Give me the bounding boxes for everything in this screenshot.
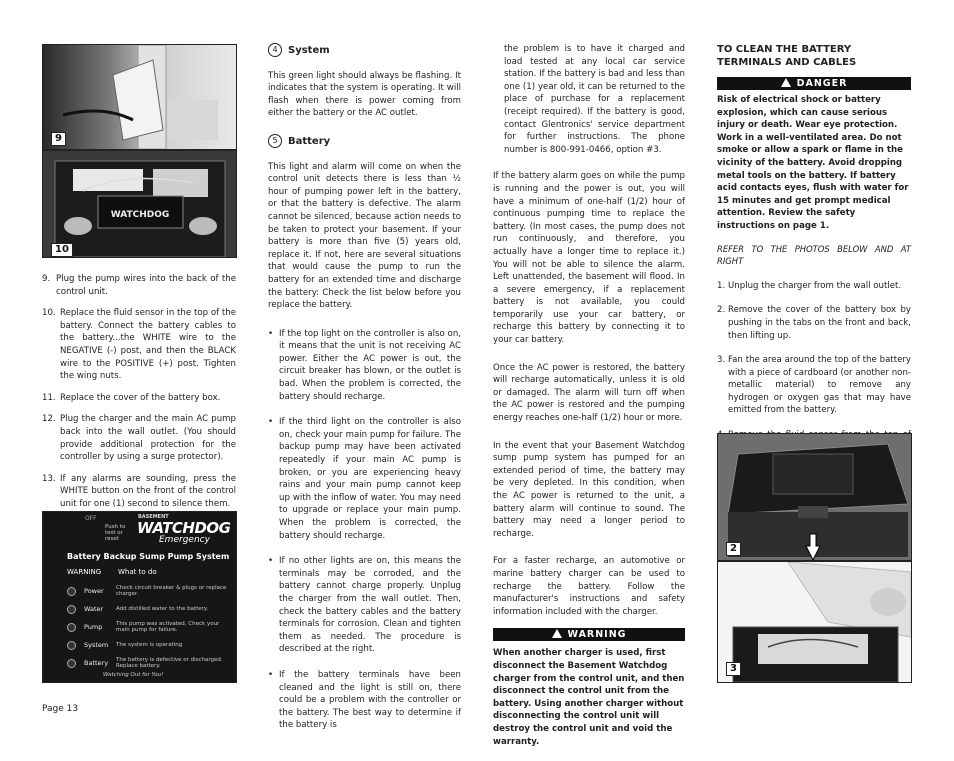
- panel-row: Battery The battery is defective or discharged. Replace battery.: [67, 654, 232, 672]
- paragraph: In the event that your Basement Watchdog sump pump system has pumped for an extended period of time, the battery may be very depleted. In this condition, when the AC power is returned to the unit, a battery alarm will continue to sound. The battery may need a longer period to recharge.: [493, 440, 685, 539]
- indicator-light-icon: [67, 659, 76, 668]
- panel-title: Battery Backup Sump Pump System: [67, 552, 230, 561]
- indicator-light-icon: [67, 587, 76, 596]
- pump-outlet-illustration: [43, 45, 236, 149]
- indicator-light-icon: [67, 605, 76, 614]
- control-panel-photo: [42, 511, 237, 683]
- list-item: 9. Plug the pump wires into the back of the control unit.: [42, 274, 236, 297]
- reinstall-steps-list: [42, 273, 236, 511]
- paragraph: For a faster recharge, an automotive or marine battery charger can be used to recharge the battery. Follow the manufacturer's instructions and safety information included with the charger.: [493, 556, 685, 617]
- photo-number: 3: [726, 662, 741, 676]
- list-item: • If the battery terminals have been cleaned and the light is still on, there could be a problem with the controller or the battery. The best way to determine if the battery is: [268, 669, 461, 732]
- photo-number: 2: [726, 542, 741, 556]
- brand-logo: WATCHDOG: [137, 519, 231, 537]
- photo-10-battery-terminals: [42, 150, 237, 258]
- photo-9-pump-connection: [42, 44, 237, 150]
- panel-footer: Watching Out for You!: [103, 672, 164, 678]
- list-item: 1. Unplug the charger from the wall outlet.: [717, 280, 902, 291]
- page-number: Page 13: [42, 704, 79, 714]
- list-item: • If the top light on the controller is also on, it means that the unit is not receiving AC power. Either the AC power is out, the circuit breaker has blown, or the outlet is bad. When the problem is corrected, the battery should recharge.: [268, 328, 461, 404]
- indicator-light-icon: [67, 641, 76, 650]
- list-item: • If no other lights are on, this means the terminals may be corroded, and the battery cannot charge properly. Unplug the charger from the wall outlet. Then, check the battery cables and the battery terminals for corrosion. Clean and tighten them as needed. The procedure is described at the right.: [268, 555, 461, 656]
- warning-banner: WARNING: [493, 628, 685, 641]
- continued-text: the problem is to have it charged and load tested at any local car service station. If the battery is bad and less than one (1) year old, it can be returned to the place of purchase for a replacement (receipt required). If the battery is good, contact Glentronics' service department for further instructions. The phone number is 800-991-0466, option #3.: [504, 44, 685, 155]
- column-1-steps: [42, 273, 236, 520]
- panel-warning-header: WARNING: [67, 568, 102, 576]
- brand-top: BASEMENT: [138, 514, 169, 520]
- photo-3-battery-fan: [717, 561, 912, 683]
- list-item: 3. Fan the area around the top of the battery with a piece of cardboard (or another non-metallic material) to remove any hydrogen or oxygen gas that may have emitted from the battery.: [717, 355, 911, 416]
- svg-text:WATCHDOG: WATCHDOG: [110, 210, 170, 220]
- push-test-label: Push to test or reset: [105, 524, 126, 542]
- circled-number: 5: [268, 134, 282, 148]
- section-heading: TO CLEAN THE BATTERY TERMINALS AND CABLES: [717, 44, 857, 68]
- battery-fan-illustration: [718, 562, 911, 682]
- warning-triangle-icon: [781, 78, 791, 87]
- panel-rows: [67, 582, 232, 672]
- list-item: 2. Remove the cover of the battery box by pushing in the tabs on the front and back, then lifting up.: [717, 305, 911, 341]
- column-4-clean-terminals: [717, 43, 911, 476]
- list-item: • If the third light on the controller is also on, check your main pump for failure. The backup pump may have been activated repeatedly if your main AC pump is broken, or you are experiencing heavy rains and your main pump cannot keep up with the inflow of water. You may need to upgrade or replace your main pump. When the problem is corrected, the battery should recharge.: [268, 416, 461, 542]
- panel-row: System The system is operating: [67, 636, 232, 654]
- battery-troubleshoot-list: [268, 328, 461, 732]
- photo-number: 9: [51, 132, 66, 146]
- warning-text: When another charger is used, first disconnect the Basement Watchdog charger from the control unit, and then disconnect the control unit from the battery. Using another charger without disconnecting the control unit will destroy the control unit and void the warranty.: [493, 648, 685, 747]
- system-heading: 4 System: [268, 43, 461, 58]
- photo-number: 10: [51, 243, 73, 257]
- battery-top-illustration: [43, 151, 236, 257]
- column-3-battery-info: [493, 43, 685, 761]
- list-item: 10. Replace the fluid sensor in the top of the battery. Connect the battery cables to the battery...the WHITE wire to the NEGATIVE (-) post, and then the BLACK wire to the POSITIVE (+) post. Tighten the wing nuts.: [42, 308, 236, 382]
- system-text: This green light should always be flashing. It indicates that the system is operating. It will flash when there is power coming from either the battery or the AC outlet.: [268, 70, 461, 119]
- warning-triangle-icon: [552, 629, 562, 638]
- battery-box-illustration: [718, 434, 911, 560]
- off-label: OFF: [85, 515, 97, 522]
- battery-text: This light and alarm will come on when the control unit detects there is less than ½ hour of pumping power left in the battery, or that the battery is defective. The alarm cannot be silenced, because action needs to be taken to protect your basement. If your battery is more than five (5) years old, replace it. If not, here are several situations that would cause the pump to run the battery for an extended time and discharge the battery: Check the list below before you replace the battery.: [268, 161, 461, 311]
- list-item: 13. If any alarms are sounding, press the WHITE button on the front of the control unit for one (1) second to silence them.: [42, 473, 236, 509]
- circled-number: 4: [268, 43, 282, 57]
- list-item: 12. Plug the charger and the main AC pump back into the wall outlet. (You should provide additional protection for the controller by using a surge protector).: [42, 414, 236, 463]
- brand-sub: Emergency: [159, 535, 210, 545]
- battery-heading: 5 Battery: [268, 134, 461, 149]
- indicator-light-icon: [67, 623, 76, 632]
- column-2-lights: [268, 43, 461, 745]
- paragraph: Once the AC power is restored, the battery will recharge automatically, unless it is old or damaged. The alarm will turn off when the AC power is restored and the pumping energy reaches one-half (1/2) hour or more.: [493, 362, 685, 424]
- panel-row: Water Add distilled water to the battery.: [67, 600, 232, 618]
- danger-banner: DANGER: [717, 77, 911, 90]
- paragraph: If the battery alarm goes on while the pump is running and the power is out, you will have a minimum of one-half (1/2) hour of continuous pumping time to replace the battery. (In most cases, the pump does not run continuously, and therefore, you actually have a longer time to replace it.) You will not be able to silence the alarm. Left unattended, the basement will flood. In a severe emergency, if a replacement battery is not available, you could temporarily use your car battery, or recharge this battery by connecting it to your car battery.: [493, 171, 685, 346]
- panel-row: Power Check circuit breaker & plugs or replace charger.: [67, 582, 232, 600]
- panel-row: Pump This pump was activated. Check your main pump for failure.: [67, 618, 232, 636]
- danger-text: Risk of electrical shock or battery explosion, which can cause serious injury or death. Wear eye protection. Work in a well-ventilated area. Do not smoke or allow a spark or flame in the vicinity of the battery. Avoid dropping metal tools on the battery. If battery acid contacts eyes, flush with water for 15 minutes and get prompt medical attention. Review the safety instructions on page 1.: [717, 95, 909, 231]
- list-item: 11. Replace the cover of the battery box.: [42, 392, 221, 403]
- refer-note: REFER TO THE PHOTOS BELOW AND AT RIGHT: [717, 243, 911, 267]
- panel-todo-header: What to do: [118, 568, 157, 576]
- photo-2-battery-box-cover: [717, 433, 912, 561]
